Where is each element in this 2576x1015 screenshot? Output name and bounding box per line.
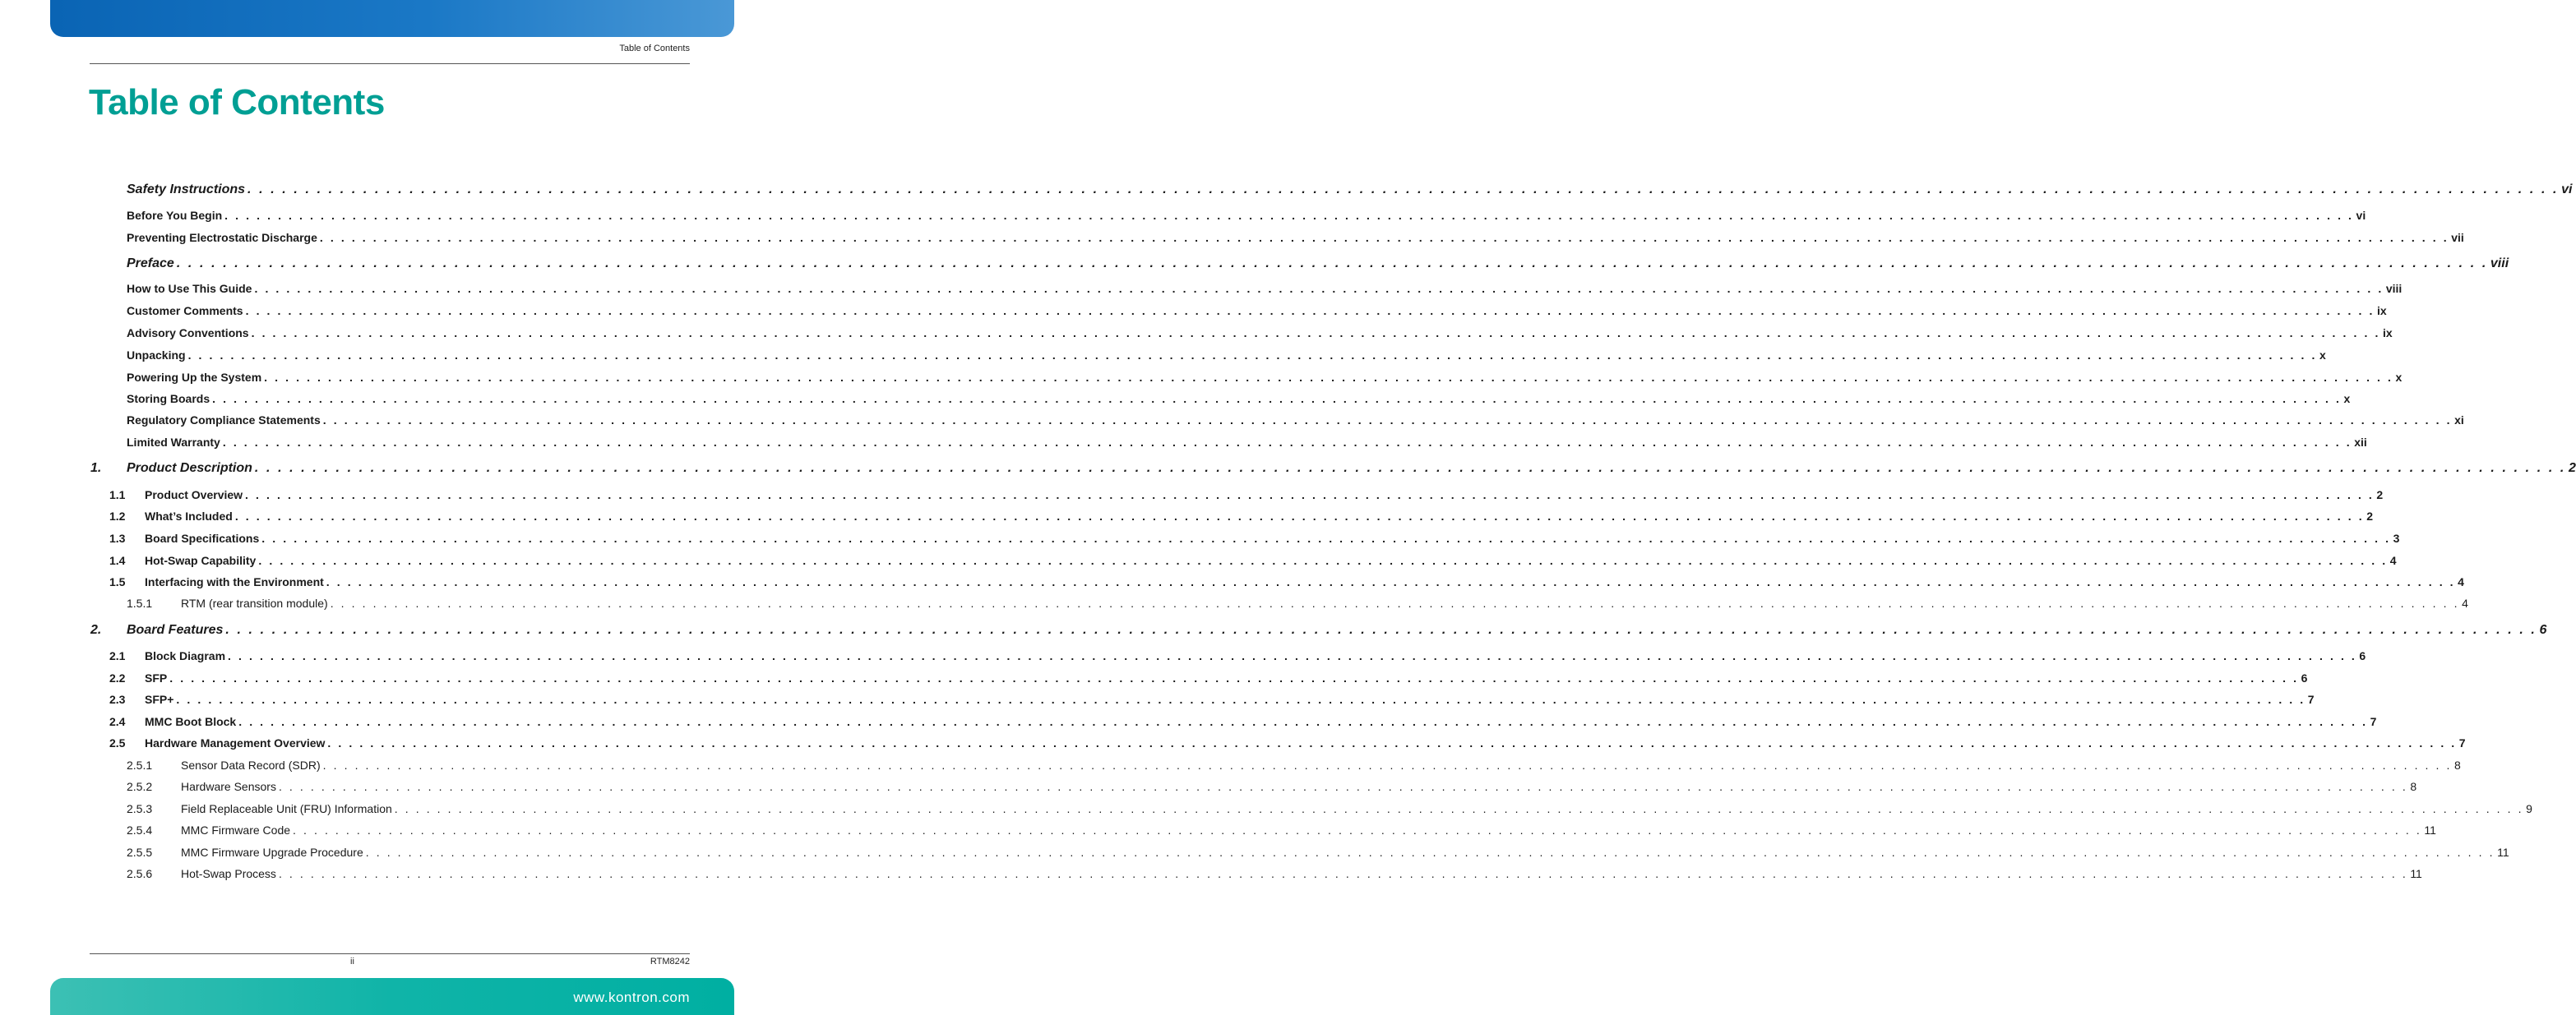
toc-entry-page: 8 bbox=[2410, 780, 2417, 793]
toc-entry-number: 1.1 bbox=[109, 488, 126, 501]
toc-entry-page: viii bbox=[2490, 256, 2509, 270]
toc-entry[interactable] bbox=[109, 554, 2397, 567]
toc-entry-page: 4 bbox=[2458, 575, 2464, 588]
toc-entry-page: xi bbox=[2454, 413, 2464, 427]
toc-entry-page: x bbox=[2395, 371, 2403, 384]
toc-entry-number: 2. bbox=[90, 623, 102, 637]
toc-entry-title: Preventing Electrostatic Discharge bbox=[127, 231, 317, 244]
toc-entry[interactable] bbox=[127, 436, 2367, 449]
toc-entry-title: MMC Boot Block bbox=[145, 715, 237, 728]
dot-leader: . . . . . . . . . . . . . . . . . . . . . . . . . . . . . . . . . . . . . . . . . . . . . . . . . . . . . . . . . . . . . . . . . . . . . . . . . . . . . . . . . . . . . . . . . . . . . . . . . . . . . . . . . . . . . . . . . . . . . . . . . . . . . . . . . . . . . . . . . . . . . . . . . . . . . . . . . . . . . . . . . . . . . . . . . . . . . . . . . . . . . . . . . . . . . . . . . . . . . . . . bbox=[187, 348, 2317, 362]
dot-leader: . . . . . . . . . . . . . . . . . . . . . . . . . . . . . . . . . . . . . . . . . . . . . . . . . . . . . . . . . . . . . . . . . . . . . . . . . . . . . . . . . . . . . . . . . . . . . . . . . . . . . . . . . . . . . . . . . . . . . . . . . . . . . . . . . . . . . . . . . . . . . . . . . . . . . . . . . . . . . . . . . . . . . . . . . . . . . . . . . . . . . . . . . . . . . . . . . . . . . . . . bbox=[228, 649, 2357, 662]
toc-entry-number: 2.5.5 bbox=[127, 846, 153, 859]
toc-entry[interactable] bbox=[127, 846, 2509, 859]
toc-entry-title: Hot-Swap Capability bbox=[145, 554, 257, 567]
toc-entry-title: Hardware Management Overview bbox=[145, 736, 326, 750]
toc-entry-page: 6 bbox=[2301, 671, 2308, 685]
toc-entry-page: 11 bbox=[2497, 846, 2509, 859]
dot-leader: . . . . . . . . . . . . . . . . . . . . . . . . . . . . . . . . . . . . . . . . . . . . . . . . . . . . . . . . . . . . . . . . . . . . . . . . . . . . . . . . . . . . . . . . . . . . . . . . . . . . . . . . . . . . . . . . . . . . . . . . . . . . . . . . . . . . . . . . . . . . . . . . . . . . . . . . . . . . . . . . . . . . . . . . . . . . . . . . . . . . . . . . . . . . . . . . . . . . . . . . bbox=[251, 326, 2380, 339]
toc-entry[interactable] bbox=[127, 326, 2393, 339]
toc-entry[interactable] bbox=[109, 715, 2377, 728]
dot-leader: . . . . . . . . . . . . . . . . . . . . . . . . . . . . . . . . . . . . . . . . . . . . . . . . . . . . . . . . . . . . . . . . . . . . . . . . . . . . . . . . . . . . . . . . . . . . . . . . . . . . . . . . . . . . . . . . . . . . . . . . . . . . . . . . . . . . . . . . . . . . . . . . . . . . . . . . . . . . . . . . . . . . . . . . . . . . . . . . . . . . . . . . . . . . . . . . . . . . . . . . bbox=[169, 671, 2299, 685]
toc-entry[interactable] bbox=[90, 623, 2547, 638]
toc-entry-page: 2 bbox=[2376, 488, 2384, 501]
dot-leader: . . . . . . . . . . . . . . . . . . . . . . . . . . . . . . . . . . . . . . . . . . . . . . . . . . . . . . . . . . . . . . . . . . . . . . . . . . . . . . . . . . . . . . . . . . . . . . . . . . . . . . . . . . . . . . . . . . . . . . . . . . . . . . . . . . . . . . . . . . . . . . . . . . . . . . . . . . . . . . . . . . . . . . . . . . . . . . . . . . . . . . . . . . . . . . . . . . . . . . . . bbox=[319, 231, 2449, 244]
toc-entry-title: MMC Firmware Upgrade Procedure bbox=[181, 846, 363, 859]
dot-leader: . . . . . . . . . . . . . . . . . . . . . . . . . . . . . . . . . . . . . . . . . . . . . . . . . . . . . . . . . . . . . . . . . . . . . . . . . . . . . . . . . . . . . . . . . . . . . . . . . . . . . . . . . . . . . . . . . . . . . . . . . . . . . . . . . . . . . . . . . . . . . . . . . . . . . . . . . . . . . . . . . . . . . . . . . . . . . . . . . . . . . . . . . . . . . . . . . . . . . . . . bbox=[278, 867, 2408, 880]
toc-entry-title: Before You Begin bbox=[127, 209, 223, 222]
toc-entry-number: 2.1 bbox=[109, 649, 126, 662]
footer-doc-id: RTM8242 bbox=[650, 957, 690, 967]
toc-entry[interactable] bbox=[127, 371, 2403, 384]
toc-entry-page: x bbox=[2319, 348, 2326, 362]
toc-entry-title: RTM (rear transition module) bbox=[181, 597, 328, 610]
toc-entry-page: 11 bbox=[2424, 824, 2436, 837]
toc-entry-title: Advisory Conventions bbox=[127, 326, 249, 339]
dot-leader: . . . . . . . . . . . . . . . . . . . . . . . . . . . . . . . . . . . . . . . . . . . . . . . . . . . . . . . . . . . . . . . . . . . . . . . . . . . . . . . . . . . . . . . . . . . . . . . . . . . . . . . . . . . . . . . . . . . . . . . . . . . . . . . . . . . . . . . . . . . . . . . . . . . . . . . . . . . . . . . . . . . . . . . . . . . . . . . . . . . . . . . . . . . . . . . . . . . . . . . . bbox=[234, 510, 2365, 523]
toc-entry-page: 4 bbox=[2462, 597, 2468, 610]
toc-entry[interactable] bbox=[109, 649, 2366, 662]
website-link[interactable]: www.kontron.com bbox=[573, 990, 690, 1005]
bottom-banner bbox=[50, 978, 734, 1015]
toc-entry-page: 6 bbox=[2359, 649, 2366, 662]
dot-leader: . . . . . . . . . . . . . . . . . . . . . . . . . . . . . . . . . . . . . . . . . . . . . . . . . . . . . . . . . . . . . . . . . . . . . . . . . . . . . . . . . . . . . . . . . . . . . . . . . . . . . . . . . . . . . . . . . . . . . . . . . . . . . . . . . . . . . . . . . . . . . . . . . . . . . . . . . . . . . . . . . . . . . . . . . . . . . . . . . . . . . . . . . . . . . . . . . . . . . . . . bbox=[322, 759, 2452, 772]
toc-entry-title: Product Description bbox=[127, 461, 252, 475]
toc-entry-number: 1.5.1 bbox=[127, 597, 153, 610]
toc-entry-title: Storing Boards bbox=[127, 392, 210, 405]
dot-leader: . . . . . . . . . . . . . . . . . . . . . . . . . . . . . . . . . . . . . . . . . . . . . . . . . . . . . . . . . . . . . . . . . . . . . . . . . . . . . . . . . . . . . . . . . . . . . . . . . . . . . . . . . . . . . . . . . . . . . . . . . . . . . . . . . . . . . . . . . . . . . . . . . . . . . . . . . . . . . . . . . . . . . . . . . . . . . . . . . . . . . . . . . . . . . . . . . . . . . . . . bbox=[212, 392, 2342, 405]
toc-entry-title: Hot-Swap Process bbox=[181, 867, 276, 880]
dot-leader: . . . . . . . . . . . . . . . . . . . . . . . . . . . . . . . . . . . . . . . . . . . . . . . . . . . . . . . . . . . . . . . . . . . . . . . . . . . . . . . . . . . . . . . . . . . . . . . . . . . . . . . . . . . . . . . . . . . . . . . . . . . . . . . . . . . . . . . . . . . . . . . . . . . . . . . . . . . . . . . . . . . . . . . . . . . . . . . . . . . . . . . . . . . . . . . . . . . . . . . . bbox=[322, 413, 2453, 427]
toc-entry-number: 1.5 bbox=[109, 575, 126, 588]
toc-entry[interactable] bbox=[127, 780, 2417, 793]
toc-entry[interactable] bbox=[127, 231, 2464, 244]
toc-entry-page: 7 bbox=[2307, 693, 2315, 706]
toc-entry-title: Product Overview bbox=[145, 488, 243, 501]
toc-entry-title: Board Specifications bbox=[145, 532, 260, 545]
toc-entry[interactable] bbox=[127, 392, 2351, 405]
toc-entry-number: 1.3 bbox=[109, 532, 126, 545]
dot-leader: . . . . . . . . . . . . . . . . . . . . . . . . . . . . . . . . . . . . . . . . . . . . . . . . . . . . . . . . . . . . . . . . . . . . . . . . . . . . . . . . . . . . . . . . . . . . . . . . . . . . . . . . . . . . . . . . . . . . . . . . . . . . . . . . . . . . . . . . . . . . . . . . . . . . . . . . . . . . . . . . . . . . . . . . . . . . . . . . . . . . . . . . . . . . . . . . . . . . . . . . bbox=[245, 488, 2375, 501]
toc-entry[interactable] bbox=[127, 182, 2573, 197]
toc-entry-title: Block Diagram bbox=[145, 649, 226, 662]
dot-leader: . . . . . . . . . . . . . . . . . . . . . . . . . . . . . . . . . . . . . . . . . . . . . . . . . . . . . . . . . . . . . . . . . . . . . . . . . . . . . . . . . . . . . . . . . . . . . . . . . . . . . . . . . . . . . . . . . . . . . . . . . . . . . . . . . . . . . . . . . . . . . . . . . . . . . . . . . . . . . . . . . . . . . . . . . . . . . . . . . . . . . . . . . . . . . . . . . . . . . . . . bbox=[293, 824, 2422, 837]
toc-entry-title: Powering Up the System bbox=[127, 371, 262, 384]
toc-entry-number: 2.5.2 bbox=[127, 780, 153, 793]
toc-entry-page: 3 bbox=[2393, 532, 2400, 545]
dot-leader: . . . . . . . . . . . . . . . . . . . . . . . . . . . . . . . . . . . . . . . . . . . . . . . . . . . . . . . . . . . . . . . . . . . . . . . . . . . . . . . . . . . . . . . . . . . . . . . . . . . . . . . . . . . . . . . . . . . . . . . . . . . . . . . . . . . . . . . . . . . . . . . . . . . . . . . . . . . . . . . . . . . . . . . . . . . . . . . . . . . . . . . . . . . . . . . . . . . . . . . . bbox=[254, 282, 2384, 295]
toc-entry[interactable] bbox=[90, 461, 2576, 476]
toc-entry[interactable] bbox=[109, 510, 2373, 523]
toc-entry-title: Sensor Data Record (SDR) bbox=[181, 759, 321, 772]
toc-entry-title: Hardware Sensors bbox=[181, 780, 276, 793]
toc-entry-page: 6 bbox=[2539, 623, 2547, 637]
toc-entry[interactable] bbox=[127, 282, 2403, 295]
toc-entry-number: 2.3 bbox=[109, 693, 126, 706]
toc-entry-title: Regulatory Compliance Statements bbox=[127, 413, 321, 427]
toc-entry[interactable] bbox=[127, 759, 2461, 772]
toc-entry-number: 2.5.3 bbox=[127, 802, 153, 815]
running-header: Table of Contents bbox=[619, 44, 690, 53]
toc-entry-title: Customer Comments bbox=[127, 304, 243, 317]
page-title: Table of Contents bbox=[89, 82, 385, 122]
toc-entry-title: Board Features bbox=[127, 623, 224, 637]
toc-entry-number: 2.5.4 bbox=[127, 824, 153, 837]
toc-entry-number: 2.4 bbox=[109, 715, 126, 728]
toc-entry[interactable] bbox=[127, 413, 2464, 427]
dot-leader: . . . . . . . . . . . . . . . . . . . . . . . . . . . . . . . . . . . . . . . . . . . . . . . . . . . . . . . . . . . . . . . . . . . . . . . . . . . . . . . . . . . . . . . . . . . . . . . . . . . . . . . . . . . . . . . . . . . . . . . . . . . . . . . . . . . . . . . . . . . . . . . . . . . . . . . . . . . . . . . . . . . . . . . . . . . . . . . . . . . . . . . . . . . . . . . . . . . . . . . . bbox=[176, 693, 2305, 706]
dot-leader: . . . . . . . . . . . . . . . . . . . . . . . . . . . . . . . . . . . . . . . . . . . . . . . . . . . . . . . . . . . . . . . . . . . . . . . . . . . . . . . . . . . . . . . . . . . . . . . . . . . . . . . . . . . . . . . . . . . . . . . . . . . . . . . . . . . . . . . . . . . . . . . . . . . . . . . . . . . . . . . . . . . . . . . . . . . . . . . . . . . . . . . . . . . . . . . . . . . . . . . . bbox=[245, 304, 2375, 317]
toc-entry[interactable] bbox=[109, 693, 2315, 706]
toc-entry-page: vi bbox=[2356, 209, 2366, 222]
toc-entry-number: 1.4 bbox=[109, 554, 126, 567]
toc-entry-title: SFP bbox=[145, 671, 168, 685]
dot-leader: . . . . . . . . . . . . . . . . . . . . . . . . . . . . . . . . . . . . . . . . . . . . . . . . . . . . . . . . . . . . . . . . . . . . . . . . . . . . . . . . . . . . . . . . . . . . . . . . . . . . . . . . . . . . . . . . . . . . . . . . . . . . . . . . . . . . . . . . . . . . . . . . . . . . . . . . . . . . . . . . . . . . . . . . . . . . . . . . . . . . . . . . . . . . . . . . . . . . . . . . bbox=[176, 256, 2488, 270]
toc-entry[interactable] bbox=[127, 256, 2509, 271]
dot-leader: . . . . . . . . . . . . . . . . . . . . . . . . . . . . . . . . . . . . . . . . . . . . . . . . . . . . . . . . . . . . . . . . . . . . . . . . . . . . . . . . . . . . . . . . . . . . . . . . . . . . . . . . . . . . . . . . . . . . . . . . . . . . . . . . . . . . . . . . . . . . . . . . . . . . . . . . . . . . . . . . . . . . . . . . . . . . . . . . . . . . . . . . . . . . . . . . . . . . . . . . bbox=[278, 780, 2408, 793]
toc-entry-number: 2.5.6 bbox=[127, 867, 153, 880]
toc-entry-title: Preface bbox=[127, 256, 174, 270]
dot-leader: . . . . . . . . . . . . . . . . . . . . . . . . . . . . . . . . . . . . . . . . . . . . . . . . . . . . . . . . . . . . . . . . . . . . . . . . . . . . . . . . . . . . . . . . . . . . . . . . . . . . . . . . . . . . . . . . . . . . . . . . . . . . . . . . . . . . . . . . . . . . . . . . . . . . . . . . . . . . . . . . . . . . . . . . . . . . . . . . . . . . . . . . . . . . . . . . . . . . . . . . bbox=[394, 802, 2524, 815]
toc-entry-title: MMC Firmware Code bbox=[181, 824, 291, 837]
toc-entry[interactable] bbox=[127, 867, 2422, 880]
dot-leader: . . . . . . . . . . . . . . . . . . . . . . . . . . . . . . . . . . . . . . . . . . . . . . . . . . . . . . . . . . . . . . . . . . . . . . . . . . . . . . . . . . . . . . . . . . . . . . . . . . . . . . . . . . . . . . . . . . . . . . . . . . . . . . . . . . . . . . . . . . . . . . . . . . . . . . . . . . . . . . . . . . . . . . . . . . . . . . . . . . . . . . . . . . . . . . . . . . . . . . . . bbox=[258, 554, 2388, 567]
toc-entry[interactable] bbox=[109, 575, 2464, 588]
dot-leader: . . . . . . . . . . . . . . . . . . . . . . . . . . . . . . . . . . . . . . . . . . . . . . . . . . . . . . . . . . . . . . . . . . . . . . . . . . . . . . . . . . . . . . . . . . . . . . . . . . . . . . . . . . . . . . . . . . . . . . . . . . . . . . . . . . . . . . . . . . . . . . . . . . . . . . . . . . . . . . . . . . . . . . . . . . . . . . . . . . . . . . . . . . . . . . . . . . . . . . . . bbox=[326, 575, 2456, 588]
toc-entry-title: How to Use This Guide bbox=[127, 282, 252, 295]
toc-entry-title: Unpacking bbox=[127, 348, 186, 362]
toc-entry-page: 11 bbox=[2410, 867, 2422, 880]
toc-entry-page: viii bbox=[2385, 282, 2403, 295]
dot-leader: . . . . . . . . . . . . . . . . . . . . . . . . . . . . . . . . . . . . . . . . . . . . . . . . . . . . . . . . . . . . . . . . . . . . . . . . . . . . . . . . . . . . . . . . . . . . . . . . . . . . . . . . . . . . . . . . . . . . . . . . . . . . . . . . . . . . . . . . . . . . . . . . . . . . . . . . . . . . . . . . . . . . . . . . . . . . . . . . . . . . . . . . . . . . . . . . . . . . . . . . bbox=[365, 846, 2495, 859]
toc-entry-page: 4 bbox=[2389, 554, 2397, 567]
dot-leader: . . . . . . . . . . . . . . . . . . . . . . . . . . . . . . . . . . . . . . . . . . . . . . . . . . . . . . . . . . . . . . . . . . . . . . . . . . . . . . . . . . . . . . . . . . . . . . . . . . . . . . . . . . . . . . . . . . . . . . . . . . . . . . . . . . . . . . . . . . . . . . . . . . . . . . . . . . . . . . . . . . . . . . . . . . . . . . . . . . . . . . . . . . . . . . . . . . . . . . . . bbox=[224, 209, 2354, 222]
toc-entry-page: vi bbox=[2561, 182, 2573, 196]
toc-entry-page: vii bbox=[2451, 231, 2464, 244]
toc-entry-number: 1.2 bbox=[109, 510, 126, 523]
toc-entry-number: 1. bbox=[90, 461, 102, 475]
toc-entry-page: ix bbox=[2376, 304, 2387, 317]
dot-leader: . . . . . . . . . . . . . . . . . . . . . . . . . . . . . . . . . . . . . . . . . . . . . . . . . . . . . . . . . . . . . . . . . . . . . . . . . . . . . . . . . . . . . . . . . . . . . . . . . . . . . . . . . . . . . . . . . . . . . . . . . . . . . . . . . . . . . . . . . . . . . . . . . . . . . . . . . . . . . . . . . . . . . . . . . . . . . . . . . . . . . . . . . . . . . . . . . . . . . . . . bbox=[247, 182, 2560, 196]
toc-entry[interactable] bbox=[127, 824, 2436, 837]
dot-leader: . . . . . . . . . . . . . . . . . . . . . . . . . . . . . . . . . . . . . . . . . . . . . . . . . . . . . . . . . . . . . . . . . . . . . . . . . . . . . . . . . . . . . . . . . . . . . . . . . . . . . . . . . . . . . . . . . . . . . . . . . . . . . . . . . . . . . . . . . . . . . . . . . . . . . . . . . . . . . . . . . . . . . . . . . . . . . . . . . . . . . . . . . . . . . . . . . . . . . . . . bbox=[238, 715, 2368, 728]
toc-entry[interactable] bbox=[127, 802, 2532, 815]
toc-entry[interactable] bbox=[127, 209, 2366, 222]
toc-entry[interactable] bbox=[127, 304, 2387, 317]
toc-entry-page: 8 bbox=[2454, 759, 2461, 772]
toc-entry-page: 2 bbox=[2568, 461, 2576, 475]
toc-entry[interactable] bbox=[109, 671, 2308, 685]
footer-page-number: ii bbox=[350, 957, 354, 967]
dot-leader: . . . . . . . . . . . . . . . . . . . . . . . . . . . . . . . . . . . . . . . . . . . . . . . . . . . . . . . . . . . . . . . . . . . . . . . . . . . . . . . . . . . . . . . . . . . . . . . . . . . . . . . . . . . . . . . . . . . . . . . . . . . . . . . . . . . . . . . . . . . . . . . . . . . . . . . . . . . . . . . . . . . . . . . . . . . . . . . . . . . . . . . . . . . . . . . . . . . . . . . . bbox=[261, 532, 2391, 545]
footer-rule bbox=[90, 953, 690, 954]
toc-entry-number: 2.5.1 bbox=[127, 759, 153, 772]
dot-leader: . . . . . . . . . . . . . . . . . . . . . . . . . . . . . . . . . . . . . . . . . . . . . . . . . . . . . . . . . . . . . . . . . . . . . . . . . . . . . . . . . . . . . . . . . . . . . . . . . . . . . . . . . . . . . . . . . . . . . . . . . . . . . . . . . . . . . . . . . . . . . . . . . . . . . . . . . . . . . . . . . . . . . . . . . . . . . . . . . . . . . . . . . . . . . . . . . . . . . . . . bbox=[222, 436, 2352, 449]
toc-entry[interactable] bbox=[109, 488, 2384, 501]
toc-entry[interactable] bbox=[109, 532, 2400, 545]
toc-entry-title: What’s Included bbox=[145, 510, 233, 523]
toc-entry[interactable] bbox=[109, 736, 2466, 750]
dot-leader: . . . . . . . . . . . . . . . . . . . . . . . . . . . . . . . . . . . . . . . . . . . . . . . . . . . . . . . . . . . . . . . . . . . . . . . . . . . . . . . . . . . . . . . . . . . . . . . . . . . . . . . . . . . . . . . . . . . . . . . . . . . . . . . . . . . . . . . . . . . . . . . . . . . . . . . . . . . . . . . . . . . . . . . . . . . . . . . . . . . . . . . . . . . . . . . . . . . . . . . . bbox=[327, 736, 2457, 750]
toc-entry-page: 9 bbox=[2526, 802, 2532, 815]
dot-leader: . . . . . . . . . . . . . . . . . . . . . . . . . . . . . . . . . . . . . . . . . . . . . . . . . . . . . . . . . . . . . . . . . . . . . . . . . . . . . . . . . . . . . . . . . . . . . . . . . . . . . . . . . . . . . . . . . . . . . . . . . . . . . . . . . . . . . . . . . . . . . . . . . . . . . . . . . . . . . . . . . . . . . . . . . . . . . . . . . . . . . . . . . . . . . . . . . . . . . . . . bbox=[330, 597, 2460, 610]
toc-entry-title: Field Replaceable Unit (FRU) Information bbox=[181, 802, 392, 815]
toc-entry-title: Safety Instructions bbox=[127, 182, 246, 196]
toc-entry-page: xii bbox=[2354, 436, 2367, 449]
toc-entry-page: 2 bbox=[2366, 510, 2373, 523]
toc-entry-page: ix bbox=[2382, 326, 2393, 339]
dot-leader: . . . . . . . . . . . . . . . . . . . . . . . . . . . . . . . . . . . . . . . . . . . . . . . . . . . . . . . . . . . . . . . . . . . . . . . . . . . . . . . . . . . . . . . . . . . . . . . . . . . . . . . . . . . . . . . . . . . . . . . . . . . . . . . . . . . . . . . . . . . . . . . . . . . . . . . . . . . . . . . . . . . . . . . . . . . . . . . . . . . . . . . . . . . . . . . . . . . . . . . . bbox=[264, 371, 2393, 384]
toc-entry-title: Interfacing with the Environment bbox=[145, 575, 324, 588]
dot-leader: . . . . . . . . . . . . . . . . . . . . . . . . . . . . . . . . . . . . . . . . . . . . . . . . . . . . . . . . . . . . . . . . . . . . . . . . . . . . . . . . . . . . . . . . . . . . . . . . . . . . . . . . . . . . . . . . . . . . . . . . . . . . . . . . . . . . . . . . . . . . . . . . . . . . . . . . . . . . . . . . . . . . . . . . . . . . . . . . . . . . . . . . . . . . . . . . . . . . . . . . bbox=[254, 461, 2566, 475]
toc-entry-page: 7 bbox=[2458, 736, 2466, 750]
toc-entry-title: Limited Warranty bbox=[127, 436, 220, 449]
toc-entry[interactable] bbox=[127, 348, 2326, 362]
toc-entry-page: 7 bbox=[2370, 715, 2377, 728]
toc-entry[interactable] bbox=[127, 597, 2468, 610]
toc-entry-number: 2.5 bbox=[109, 736, 126, 750]
toc-entry-number: 2.2 bbox=[109, 671, 126, 685]
toc-entry-page: x bbox=[2343, 392, 2351, 405]
toc-entry-title: SFP+ bbox=[145, 693, 174, 706]
dot-leader: . . . . . . . . . . . . . . . . . . . . . . . . . . . . . . . . . . . . . . . . . . . . . . . . . . . . . . . . . . . . . . . . . . . . . . . . . . . . . . . . . . . . . . . . . . . . . . . . . . . . . . . . . . . . . . . . . . . . . . . . . . . . . . . . . . . . . . . . . . . . . . . . . . . . . . . . . . . . . . . . . . . . . . . . . . . . . . . . . . . . . . . . . . . . . . . . . . . . . . . . bbox=[225, 623, 2537, 637]
